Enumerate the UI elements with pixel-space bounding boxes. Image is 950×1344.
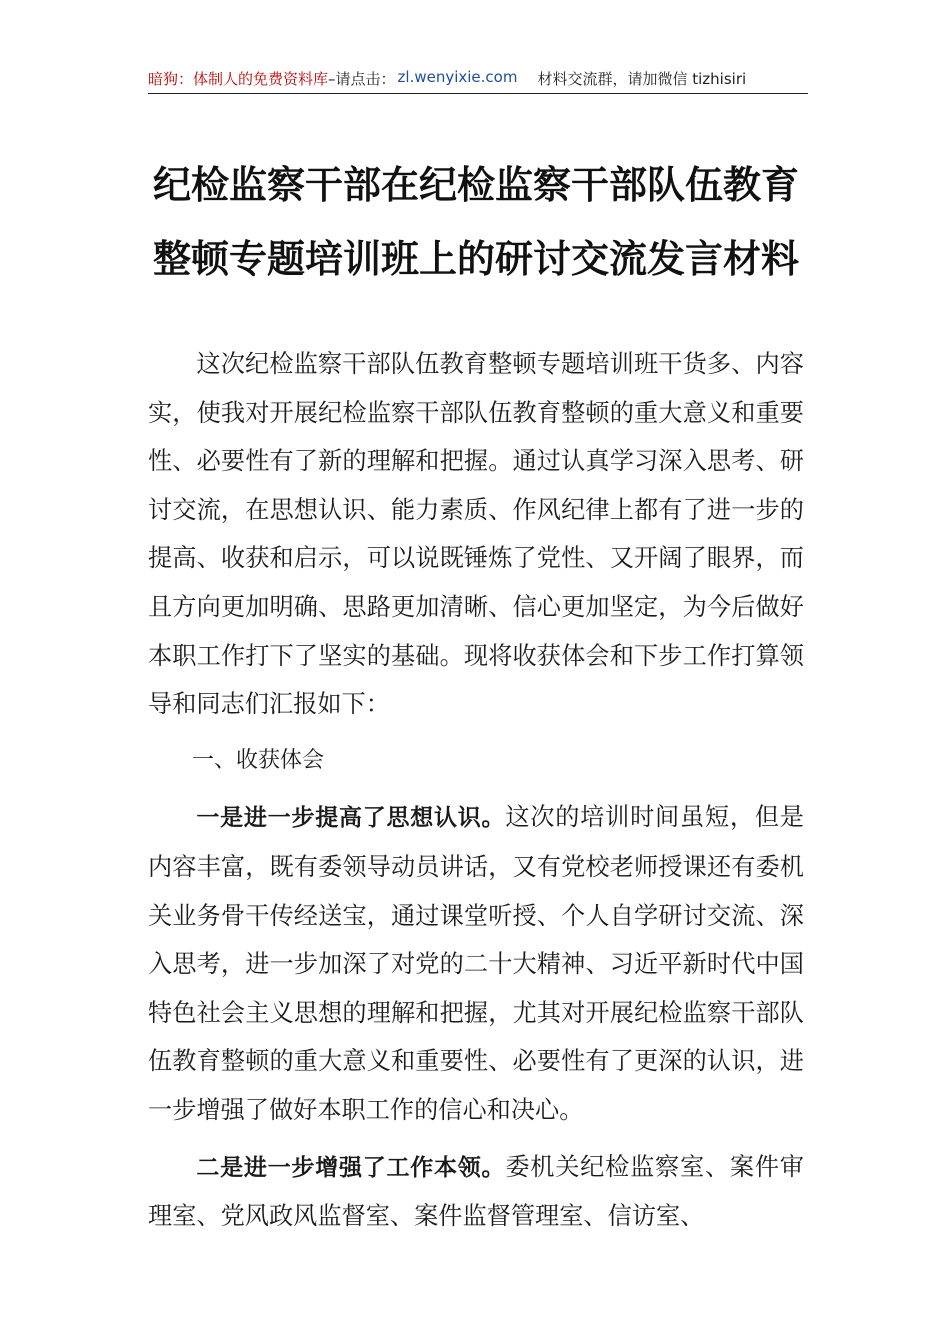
header-source-label: 暗狗：体制人的免费资料库 bbox=[148, 70, 329, 88]
header-group-note: 材料交流群，请加微信 tizhisiri bbox=[537, 70, 747, 88]
point-1-lead: 一是进一步提高了思想认识。 bbox=[196, 805, 506, 832]
section-heading: 一、收获体会 bbox=[192, 747, 325, 773]
point-2-paragraph bbox=[148, 1143, 804, 1241]
point-1-paragraph bbox=[148, 793, 804, 1134]
point-2-text: 委机关纪检监察室、案件审理室、党风政风监督室、案件监督管理室、信访室、 bbox=[148, 1152, 804, 1231]
intro-paragraph: 这次纪检监察干部队伍教育整顿专题培训班干货多、内容实，使我对开展纪检监察干部队伍教育整顿的重大意义和重要性、必要性有了新的理解和把握。通过认真学习深入思考、研讨交流，在思想认识、能力素质、作风纪律上都有了进一步的提高、收获和启示，可以说既锤炼了党性、又开阔了眼界，而且方向更加明确、思路更加清晰、信心更加坚定，为今后做好本职工作打下了坚实的基础。现将收获体会和下步工作打算领导和同志们汇报如下： bbox=[148, 350, 804, 719]
document-body bbox=[148, 340, 804, 1241]
header-click-prompt: –请点击： bbox=[328, 70, 396, 88]
page-header bbox=[148, 64, 808, 94]
header-url-link[interactable]: zl.wenyixie.com bbox=[397, 68, 518, 86]
document-title: 纪检监察干部在纪检监察干部队伍教育整顿专题培训班上的研讨交流发言材料 bbox=[152, 162, 799, 281]
point-2-lead: 二是进一步增强了工作本领。 bbox=[196, 1154, 506, 1181]
point-1-text: 这次的培训时间虽短，但是内容丰富，既有委领导动员讲话，又有党校老师授课还有委机关业务骨干传经送宝，通过课堂听授、个人自学研讨交流、深入思考，进一步加深了对党的二十大精神、习近平新时代中国特色社会主义思想的理解和把握，尤其对开展纪检监察干部队伍教育整顿的重大意义和重要性、必要性有了更深的认识，进一步增强了做好本职工作的信心和决心。 bbox=[148, 803, 804, 1124]
